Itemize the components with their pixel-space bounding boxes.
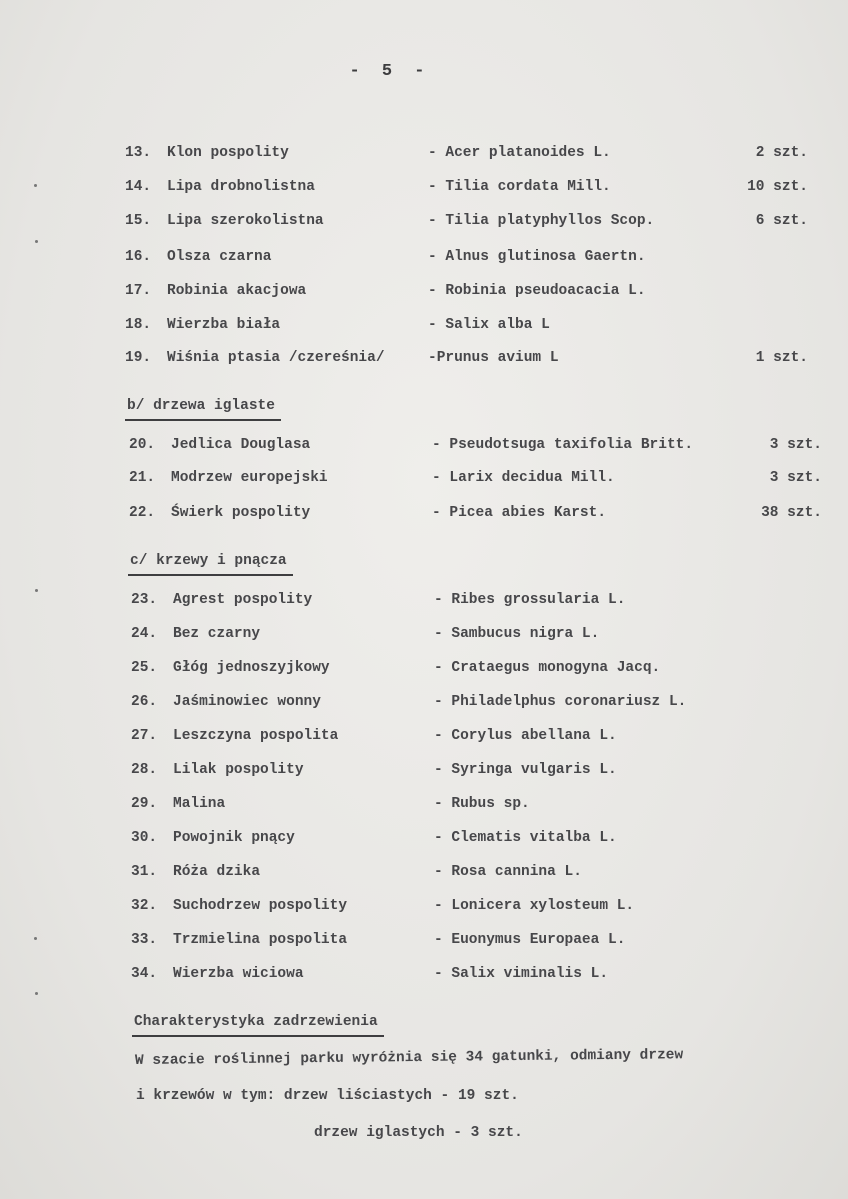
species-polish-name: Świerk pospolity [171,505,311,521]
species-latin-name: - Lonicera xylosteum L. [434,898,635,914]
species-number: 19. [125,350,152,366]
species-row [131,592,800,614]
species-polish-name: Lipa drobnolistna [167,179,315,195]
species-number: 26. [131,694,158,710]
heading-underline [132,1035,384,1037]
section-heading-text: Charakterystyka zadrzewienia [134,1014,378,1030]
margin-speck [35,589,38,592]
species-latin-name: - Tilia platyphyllos Scop. [428,213,655,229]
species-quantity: 6 szt. [755,213,808,229]
species-latin-name: - Salix alba L [428,317,550,333]
species-polish-name: Bez czarny [173,626,261,642]
group-b-heading-text: b/ drzewa iglaste [127,398,275,414]
species-number: 14. [125,179,152,195]
species-row [131,694,800,716]
species-number: 20. [129,437,156,453]
species-polish-name: Modrzew europejski [171,470,328,486]
species-polish-name: Klon pospolity [167,145,289,161]
species-row [125,283,808,305]
species-number: 24. [131,626,158,642]
species-row [131,966,800,988]
paragraph-line-1: W szacie roślinnej parku wyróżnia się 34 gatunki, odmiany drzew [134,1047,684,1069]
species-number: 30. [131,830,158,846]
species-number: 33. [131,932,158,948]
species-polish-name: Robinia akacjowa [167,283,307,299]
species-row [131,796,800,818]
species-polish-name: Olsza czarna [167,249,272,265]
species-number: 34. [131,966,158,982]
species-number: 22. [129,505,156,521]
species-row [131,762,800,784]
species-quantity: 3 szt. [769,437,822,453]
species-latin-name: -Prunus avium L [428,350,559,366]
species-row [125,249,808,271]
paragraph-line-2: i krzewów w tym: drzew liściastych - 19 szt. [136,1088,519,1104]
species-number: 15. [125,213,152,229]
species-latin-name: - Philadelphus coronariusz L. [434,694,687,710]
species-number: 18. [125,317,152,333]
species-polish-name: Malina [173,796,226,812]
species-polish-name: Powojnik pnący [173,830,295,846]
species-row [131,932,800,954]
margin-speck [34,937,37,940]
species-latin-name: - Robinia pseudoacacia L. [428,283,646,299]
species-quantity: 38 szt. [761,505,822,521]
species-polish-name: Agrest pospolity [173,592,313,608]
species-latin-name: - Alnus glutinosa Gaertn. [428,249,646,265]
section-heading [134,1014,378,1030]
species-latin-name: - Picea abies Karst. [432,505,607,521]
species-latin-name: - Clematis vitalba L. [434,830,617,846]
page-number: - 5 - [349,62,431,81]
species-number: 27. [131,728,158,744]
species-latin-name: - Crataegus monogyna Jacq. [434,660,661,676]
species-number: 16. [125,249,152,265]
species-number: 31. [131,864,158,880]
species-number: 17. [125,283,152,299]
group-b-heading [127,398,275,414]
species-row [125,317,808,339]
species-latin-name: - Tilia cordata Mill. [428,179,611,195]
species-quantity: 2 szt. [755,145,808,161]
species-polish-name: Głóg jednoszyjkowy [173,660,330,676]
species-number: 23. [131,592,158,608]
margin-speck [35,992,38,995]
species-latin-name: - Ribes grossularia L. [434,592,626,608]
margin-speck [34,184,37,187]
species-row [125,145,808,167]
species-latin-name: - Acer platanoides L. [428,145,611,161]
species-polish-name: Suchodrzew pospolity [173,898,348,914]
species-latin-name: - Rubus sp. [434,796,530,812]
group-c-heading-text: c/ krzewy i pnącza [130,553,287,569]
species-latin-name: - Rosa cannina L. [434,864,582,880]
species-polish-name: Trzmielina pospolita [173,932,348,948]
species-polish-name: Róża dzika [173,864,261,880]
species-latin-name: - Larix decidua Mill. [432,470,615,486]
species-row [125,350,808,372]
species-quantity: 10 szt. [747,179,808,195]
species-row [131,660,800,682]
species-number: 13. [125,145,152,161]
heading-underline [128,574,293,576]
species-latin-name: - Sambucus nigra L. [434,626,600,642]
species-row [131,830,800,852]
species-polish-name: Wiśnia ptasia /czereśnia/ [167,350,385,366]
species-row [131,864,800,886]
species-row [125,213,808,235]
species-latin-name: - Pseudotsuga taxifolia Britt. [432,437,694,453]
species-row [129,437,822,459]
species-row [131,626,800,648]
species-polish-name: Leszczyna pospolita [173,728,339,744]
species-row [131,898,800,920]
species-polish-name: Jedlica Douglasa [171,437,311,453]
species-polish-name: Wierzba wiciowa [173,966,304,982]
species-row [129,470,822,492]
species-polish-name: Wierzba biała [167,317,281,333]
species-quantity: 3 szt. [769,470,822,486]
species-latin-name: - Euonymus Europaea L. [434,932,626,948]
species-number: 29. [131,796,158,812]
species-latin-name: - Corylus abellana L. [434,728,617,744]
species-row [129,505,822,527]
species-number: 28. [131,762,158,778]
species-number: 25. [131,660,158,676]
heading-underline [125,419,281,421]
species-number: 32. [131,898,158,914]
species-latin-name: - Syringa vulgaris L. [434,762,617,778]
species-row [125,179,808,201]
species-number: 21. [129,470,156,486]
species-polish-name: Lipa szerokolistna [167,213,324,229]
paragraph-line-3: drzew iglastych - 3 szt. [314,1125,523,1141]
species-row [131,728,800,750]
group-c-heading [130,553,287,569]
margin-speck [35,240,38,243]
species-polish-name: Jaśminowiec wonny [173,694,321,710]
species-quantity: 1 szt. [755,350,808,366]
species-polish-name: Lilak pospolity [173,762,304,778]
species-latin-name: - Salix viminalis L. [434,966,609,982]
